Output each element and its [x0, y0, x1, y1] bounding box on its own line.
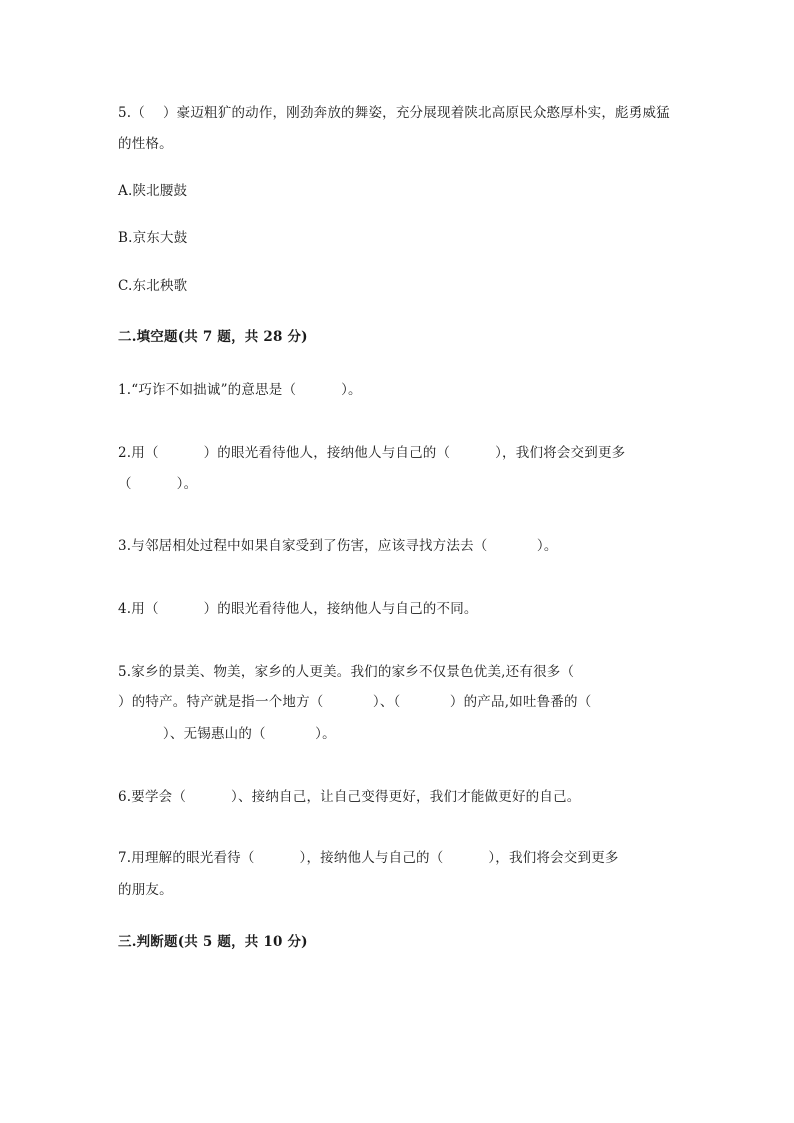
fill-q2-line1: 2.用（ ）的眼光看待他人，接纳他人与自己的（ ），我们将会交到更多	[118, 445, 626, 461]
fill-q7-line1: 7.用理解的眼光看待（ ），接纳他人与自己的（ ），我们将会交到更多	[118, 850, 619, 866]
fill-q2-line2: （ ）。	[118, 476, 198, 492]
fill-q3-line1: 3.与邻居相处过程中如果自家受到了伤害，应该寻找方法去（ ）。	[118, 538, 558, 554]
choice-q5-stem-line2: 的性格。	[118, 136, 173, 152]
fill-q1-line1: 1.“巧诈不如拙诚”的意思是（ ）。	[118, 382, 362, 398]
fill-q4-line1: 4.用（ ）的眼光看待他人，接纳他人与自己的不同。	[118, 601, 478, 617]
fill-q6-line1: 6.要学会（ ）、接纳自己，让自己变得更好，我们才能做更好的自己。	[118, 789, 581, 805]
section-fill-title: 二.填空题(共 7 题，共 28 分)	[118, 329, 308, 345]
fill-q5-line2: ）的特产。特产就是指一个地方（ ）、（ ）的产品,如吐鲁番的（	[118, 694, 592, 710]
choice-q5-option-b: B.京东大鼓	[118, 230, 188, 246]
fill-q5-line1: 5.家乡的景美、物美，家乡的人更美。我们的家乡不仅景色优美,还有很多（	[118, 664, 575, 680]
choice-q5-option-a: A.陕北腰鼓	[118, 183, 188, 199]
fill-q7-line2: 的朋友。	[118, 882, 173, 898]
choice-q5-option-c: C.东北秧歌	[118, 278, 188, 294]
section-judge-title: 三.判断题(共 5 题，共 10 分)	[118, 934, 308, 950]
choice-q5-stem-line1: 5.（ ）豪迈粗犷的动作，刚劲奔放的舞姿，充分展现着陕北高原民众憨厚朴实，彪勇威猛	[118, 105, 670, 121]
fill-q5-line3: ）、无锡惠山的（ ）。	[118, 726, 336, 742]
